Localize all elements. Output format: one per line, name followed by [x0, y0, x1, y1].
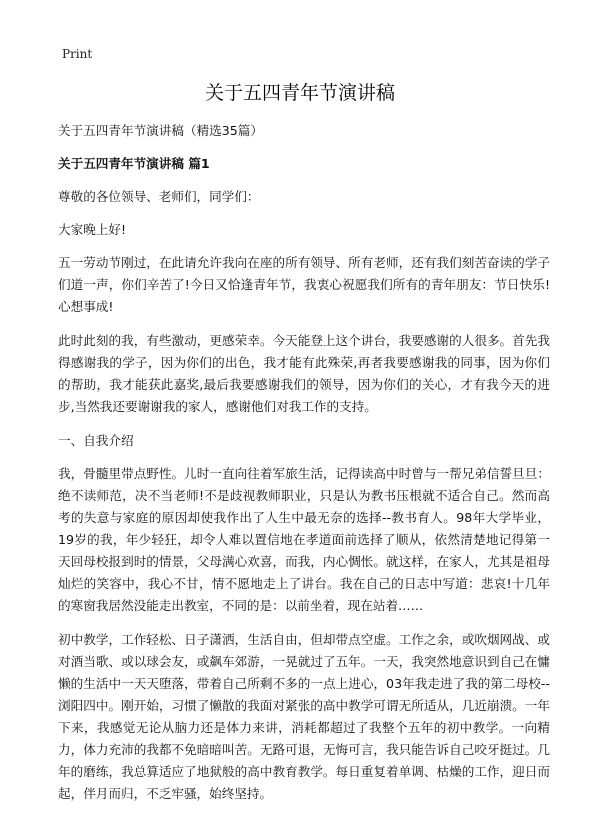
document-subtitle: 关于五四青年节演讲稿（精选35篇） [58, 123, 263, 138]
paragraph-thanks-intro: 五一劳动节刚过，在此请允许我向在座的所有领导、所有老师，还有我们刻苦奋读的学子们道一声，你们辛苦了!今日又恰逢青年节，我衷心祝愿我们所有的青年朋友：节日快乐!心想事成! [58, 255, 550, 314]
paragraph-teaching-career: 初中教学，工作轻松、日子潇洒，生活自由，但却带点空虚。工作之余，或吹烟网战、或对酒当歌、或以球会友，或飙车郊游，一晃就过了五年。一天，我突然地意识到自己在慵懒的生活中一天天堕落，带着自己所剩不多的一点上进心，03年我走进了我的第二母校--浏阳四中。刚开始，习惯了懒散的我面对紧张的高中教学可谓无所适从，几近崩溃。一年下来，我感觉无论从脑力还是体力来讲，消耗都超过了我整个五年的初中教学。一向精力，体力充沛的我都不免暗暗叫苦。无路可退，无悔可言，我只能告诉自己咬牙挺过。几年的磨练，我总算适应了地狱般的高中教育教学。每日重复着单调、枯燥的工作，迎日而起，伴月而归，不乏牢骚，始终坚持。 [58, 632, 550, 801]
evening-greeting: 大家晚上好! [58, 222, 127, 237]
paragraph-gratitude: 此时此刻的我，有些激动，更感荣幸。今天能登上这个讲台，我要感谢的人很多。首先我得感谢我的学子，因为你们的出色，我才能有此殊荣,再者我要感谢我的同事，因为你们的帮助，我才能获此嘉奖,最后我要感谢我们的领导，因为你们的关心，才有我今天的进步,当然我还要谢谢我的家人，感谢他们对我工作的支持。 [58, 333, 550, 414]
document-title: 关于五四青年节演讲稿 [204, 82, 395, 104]
print-link[interactable]: Print [62, 47, 93, 61]
greeting-line: 尊敬的各位领导、老师们，同学们： [58, 189, 260, 204]
document-body [58, 120, 550, 817]
paragraph-self-intro: 我，骨髓里带点野性。儿时一直向往着军旅生活，记得读高中时曾与一帮兄弟信誓旦旦：绝不读师范，决不当老师!不是歧视教师职业，只是认为教书压根就不适合自己。然而高考的失意与家庭的原因却使我作出了人生中最无奈的选择--教书育人。98年大学毕业，19岁的我，年少轻狂，却令人难以置信地在孝道面前选择了顺从，依然清楚地记得第一天回母校报到时的情景，父母满心欢喜，而我，内心惆怅。就这样，在家人，尤其是祖母灿烂的笑容中，我心不甘，情不愿地走上了讲台。我在自己的日志中写道：悲哀!十几年的寒窗我居然没能走出教室，不同的是：以前坐着，现在站着…… [58, 466, 550, 613]
section-heading: 关于五四青年节演讲稿 篇1 [58, 156, 210, 171]
subsection-heading: 一、自我介绍 [58, 433, 134, 448]
